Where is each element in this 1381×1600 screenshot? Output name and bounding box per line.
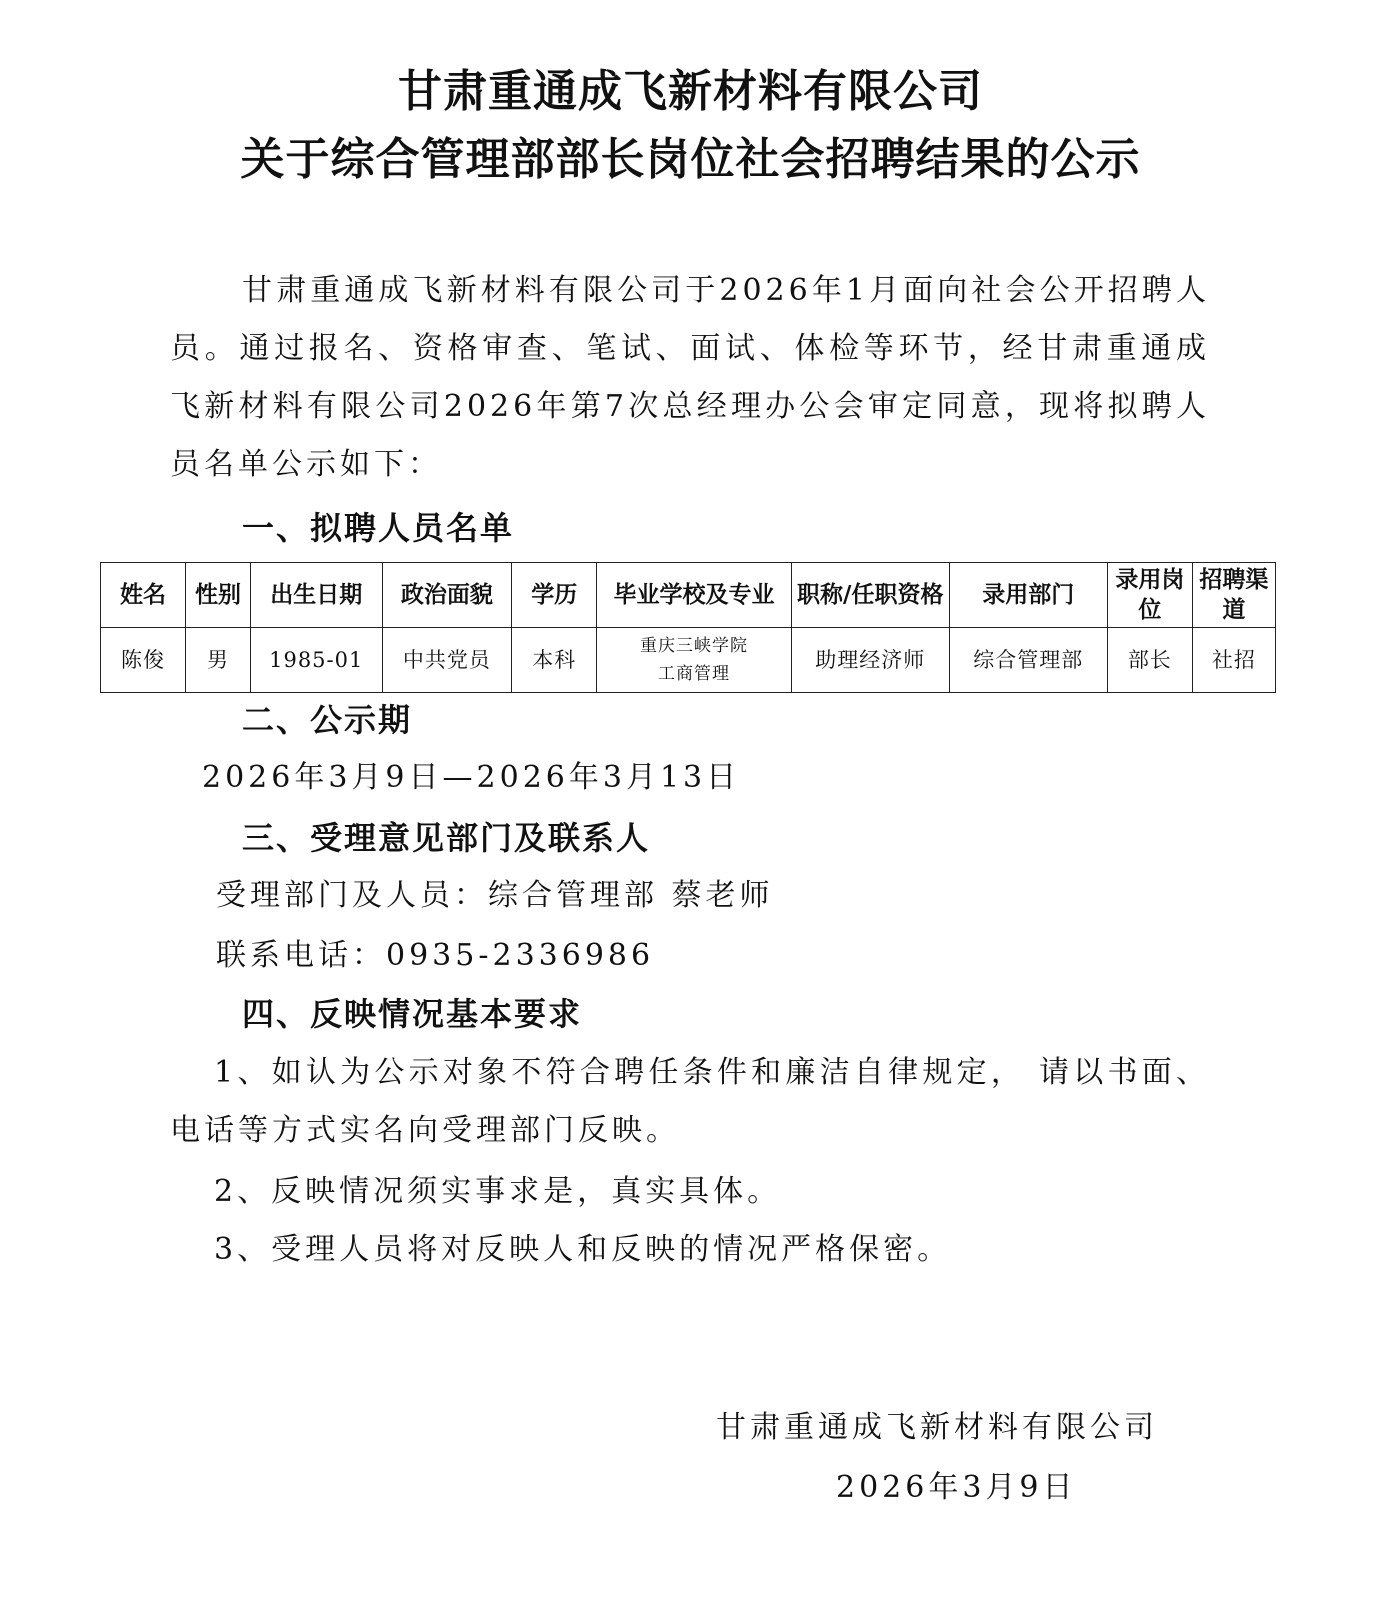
header-dept: 录用部门 — [949, 563, 1107, 628]
cell-title: 助理经济师 — [791, 628, 949, 693]
header-education: 学历 — [512, 563, 597, 628]
candidate-table — [100, 562, 1276, 693]
cell-channel: 社招 — [1192, 628, 1275, 693]
header-name: 姓名 — [101, 563, 186, 628]
header-post: 录用岗位 — [1107, 563, 1192, 628]
header-title: 职称/任职资格 — [791, 563, 949, 628]
cell-school-name: 重庆三峡学院 — [640, 636, 749, 656]
cell-post: 部长 — [1107, 628, 1192, 693]
intro-paragraph: 甘肃重通成飞新材料有限公司于2026年1月面向社会公开招聘人员。通过报名、资格审查、笔试、面试、体检等环节，经甘肃重通成飞新材料有限公司2026年第7次总经理办公会审定同意，现将拟聘人员名单公示如下： — [170, 273, 1210, 482]
cell-politics: 中共党员 — [382, 628, 512, 693]
contact-phone: 联系电话：0935-2336986 — [216, 938, 655, 973]
signature-company: 甘肃重通成飞新材料有限公司 — [716, 1410, 1158, 1445]
section-heading-period: 二、公示期 — [242, 701, 413, 739]
requirement-1: 1、如认为公示对象不符合聘任条件和廉洁自律规定， 请以书面、电话等方式实名向受理部门反映。 — [170, 1055, 1210, 1148]
requirement-2: 2、反映情况须实事求是，真实具体。 — [214, 1174, 782, 1209]
header-school: 毕业学校及专业 — [597, 563, 791, 628]
header-birth: 出生日期 — [250, 563, 382, 628]
signature-date: 2026年3月9日 — [836, 1470, 1077, 1505]
section-heading-contact: 三、受理意见部门及联系人 — [242, 819, 651, 857]
cell-dept: 综合管理部 — [949, 628, 1107, 693]
document-title-line1: 甘肃重通成飞新材料有限公司 — [398, 66, 983, 117]
cell-gender: 男 — [186, 628, 251, 693]
header-politics: 政治面貌 — [382, 563, 512, 628]
cell-school-major: 工商管理 — [658, 664, 731, 684]
publicity-period: 2026年3月9日—2026年3月13日 — [202, 760, 741, 795]
header-channel: 招聘渠道 — [1192, 563, 1275, 628]
contact-department: 受理部门及人员：综合管理部 蔡老师 — [216, 878, 774, 913]
table-header-row — [101, 563, 1276, 628]
table-row — [101, 628, 1276, 693]
cell-name: 陈俊 — [101, 628, 186, 693]
header-gender: 性别 — [186, 563, 251, 628]
section-heading-requirements: 四、反映情况基本要求 — [242, 995, 583, 1033]
cell-education: 本科 — [512, 628, 597, 693]
cell-school — [597, 628, 791, 693]
requirement-3: 3、受理人员将对反映人和反映的情况严格保密。 — [214, 1232, 952, 1267]
cell-birth: 1985-01 — [250, 628, 382, 693]
section-heading-candidates: 一、拟聘人员名单 — [242, 509, 515, 547]
document-title-line2: 关于综合管理部部长岗位社会招聘结果的公示 — [240, 134, 1141, 185]
